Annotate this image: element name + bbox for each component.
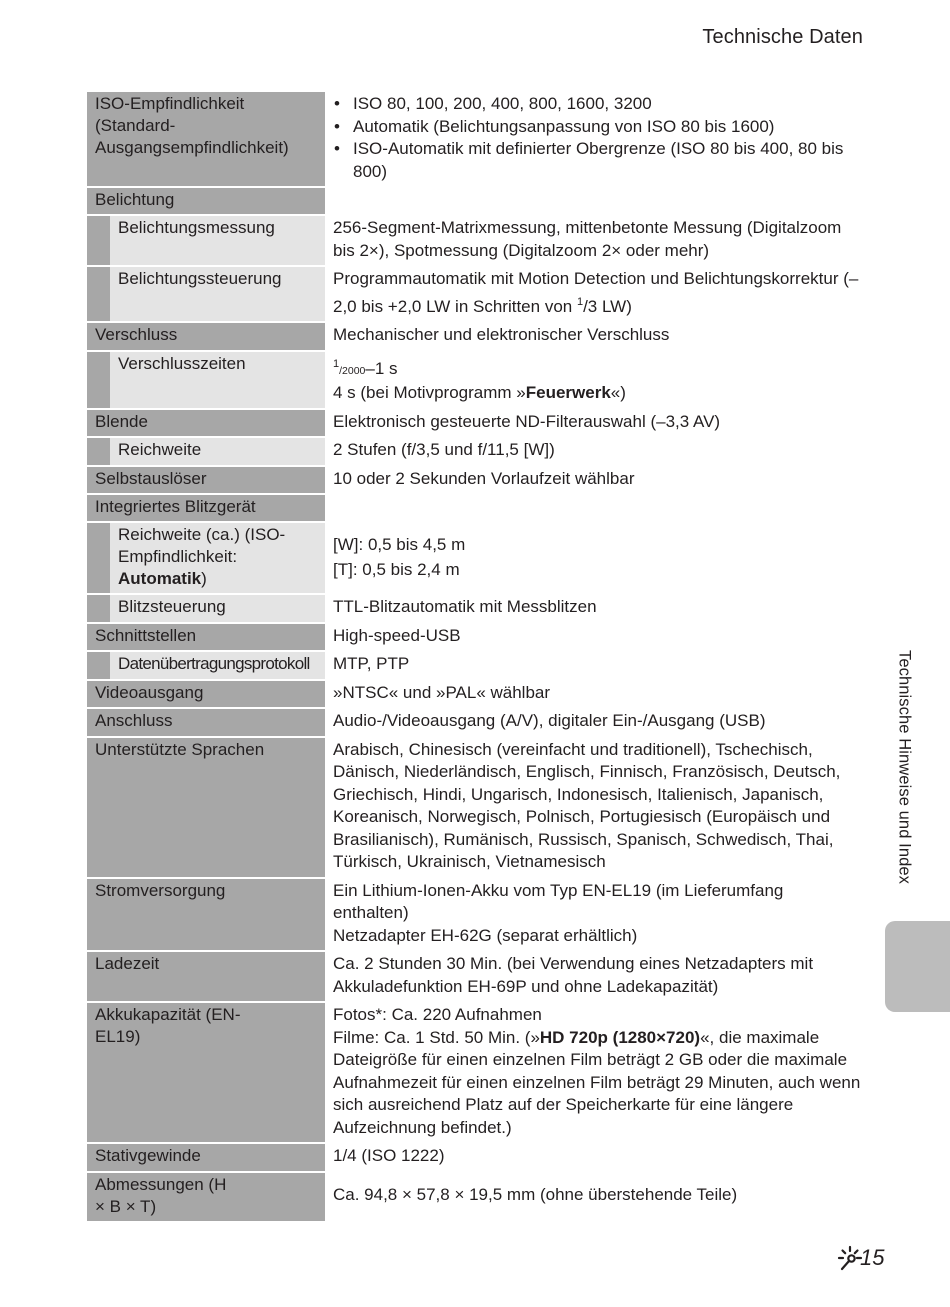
value-line: [W]: 0,5 bis 4,5 m [333,535,466,554]
spec-value [325,495,863,521]
spec-value: »NTSC« und »PAL« wählbar [325,681,863,708]
spec-label: Unterstützte Sprachen [95,739,265,759]
spec-label: Selbstauslöser [95,468,207,488]
spec-row-akkukapazitaet [87,1003,863,1144]
value-text: LW) [597,296,632,316]
spec-value: Elektronisch gesteuerte ND-Filterauswahl (–3,3 AV) [325,410,863,437]
spec-row-anschluss [87,709,863,738]
spec-value: Mechanischer und elektronischer Verschluss [325,323,863,350]
spec-value: High-speed-USB [325,624,863,651]
spec-value [325,352,863,408]
spec-label-cell [87,410,325,437]
spec-sublabel-cell [87,438,325,465]
list-item: • ISO 80, 100, 200, 400, 800, 1600, 3200 [353,93,863,116]
spec-label: Belichtungssteuerung [110,267,325,321]
spec-label-cell [87,467,325,494]
spec-row-blitzsteuerung [87,595,863,624]
spec-label: Akkukapazität (EN-EL19) [95,1005,241,1046]
value-line [333,1027,863,1140]
spec-row-belichtung [87,188,863,216]
spec-row-ladezeit [87,952,863,1003]
spec-label: ISO-Empfindlichkeit (Standard-Ausgangsempfindlichkeit) [95,94,289,157]
spec-label-cell [87,879,325,951]
spec-label-cell [87,188,325,214]
spec-label-cell [87,738,325,877]
spec-row-verschluss [87,323,863,352]
spec-label-cell [87,92,325,186]
spec-label: Belichtungsmessung [110,216,325,265]
spec-label: Verschlusszeiten [110,352,325,408]
spec-value [325,879,863,951]
spec-value: Ca. 2 Stunden 30 Min. (bei Verwendung eines Netzadapters mit Akkuladefunktion EH-69P und ohne Ladekapazität) [325,952,863,1001]
spec-sublabel-cell [87,523,325,593]
value-text: Filme: Ca. 1 Std. 50 Min. (» [333,1027,540,1047]
spec-label: Reichweite [110,438,325,465]
value-line: Ein Lithium-Ionen-Akku vom Typ EN-EL19 (im Lieferumfang enthalten) [333,880,784,922]
spec-row-belichtungssteuerung [87,267,863,323]
spec-label: Abmessungen (H × B × T) [95,1174,227,1216]
spec-label: Schnittstellen [95,625,197,645]
spec-value: 1/4 (ISO 1222) [325,1144,863,1171]
spec-label: Ladezeit [95,954,160,973]
section-side-label: Technische Hinweise und Index [895,650,914,885]
spec-label-cell [87,1003,325,1142]
spec-value: MTP, PTP [325,652,863,679]
value-line [333,382,863,405]
spec-sublabel-cell [87,595,325,622]
spec-label: Belichtung [95,190,175,209]
spec-label-cell [87,681,325,708]
spec-row-protokoll [87,652,863,681]
spec-value [325,523,863,593]
spec-label [110,523,325,593]
spec-label: Blende [95,411,148,431]
label-bold-text: Automatik [118,569,202,588]
spec-row-belichtungsmessung [87,216,863,267]
movie-option-name: HD 720p (1280×720) [539,1027,701,1047]
value-text: «, die maximale Dateigröße für einen einzelnen Film beträgt 2 GB oder die maximale Aufnahmezeit für einen einzelnen Film beträgt 29 Minuten, auch wenn sich ausreichend Platz auf der Speicherkarte für eine längere Aufzeichnung befindet.) [333,1027,861,1137]
page-number-text: 15 [860,1245,885,1270]
spec-row-abmessungen [87,1173,863,1223]
spec-label-cell [87,624,325,651]
label-text: Reichweite (ca.) (ISO-Empfindlichkeit: [118,525,286,566]
fraction-denominator: /2000 [339,364,366,377]
spec-value: Audio-/Videoausgang (A/V), digitaler Ein-/Ausgang (USB) [325,709,863,736]
fraction-denominator: /3 [583,296,598,316]
spec-label-cell [87,1173,325,1221]
fraction-numerator: 1 [576,295,584,308]
spec-row-selbstausloeser [87,467,863,496]
spec-row-verschlusszeiten [87,352,863,410]
spec-label-cell [87,323,325,350]
spec-value [325,267,863,321]
spec-value [325,92,863,186]
spec-value: 2 Stufen (f/3,5 und f/11,5 [W]) [325,438,863,465]
spec-sublabel-cell [87,267,325,321]
spec-label-cell [87,495,325,521]
spec-value: 256-Segment-Matrixmessung, mittenbetonte Messung (Digitalzoom bis 2×), Spotmessung (Digitalzoom 2× oder mehr) [325,216,863,265]
section-tab [885,921,950,1012]
value-text: «) [610,383,626,402]
spec-value: 10 oder 2 Sekunden Vorlaufzeit wählbar [325,467,863,494]
spec-row-stativgewinde [87,1144,863,1173]
spec-label: Stromversorgung [95,880,226,900]
spec-sublabel-cell [87,652,325,679]
value-text: –1 s [365,358,398,378]
spec-row-blende [87,410,863,439]
value-line: [T]: 0,5 bis 2,4 m [333,560,460,579]
spec-row-iso [87,92,863,188]
value-text: 4 s (bei Motivprogramm » [333,383,526,402]
list-item: • Automatik (Belichtungsanpassung von ISO 80 bis 1600) [353,116,863,139]
spec-label: Datenübertragungsprotokoll [110,652,325,679]
mode-name: Feuerwerk [525,383,611,402]
spec-row-sprachen [87,738,863,879]
spec-row-blitz-reichweite [87,523,863,595]
iso-values-list [333,93,863,183]
label-text: ) [201,569,207,588]
spec-value [325,188,863,214]
spec-sublabel-cell [87,216,325,265]
spec-label-cell [87,1144,325,1171]
fraction-numerator: 1 [333,357,340,370]
spec-value [325,1003,863,1142]
spec-label: Anschluss [95,711,173,730]
spec-row-reichweite [87,438,863,467]
spec-row-videoausgang [87,681,863,710]
spec-label-cell [87,709,325,736]
list-item: • ISO-Automatik mit definierter Obergrenze (ISO 80 bis 400, 80 bis 800) [353,138,863,183]
value-line: Fotos*: Ca. 220 Aufnahmen [333,1005,542,1024]
page-header-title: Technische Daten [702,26,863,48]
spec-table [87,92,863,1223]
spec-sublabel-cell [87,352,325,408]
spec-row-blitzgeraet [87,495,863,523]
value-line [333,353,863,383]
value-line: Netzadapter EH-62G (separat erhältlich) [333,925,638,945]
spec-value: TTL-Blitzautomatik mit Messblitzen [325,595,863,622]
spec-value: Arabisch, Chinesisch (vereinfacht und traditionell), Tschechisch, Dänisch, Niederländisch, Englisch, Finnisch, Französisch, Deutsch, Griechisch, Hindi, Ungarisch, Indonesisch, Italienisch, Japanisch, Koreanisch, Norwegisch, Polnisch, Portugiesisch (Europäisch und Brasilianisch), Rumänisch, Russisch, Spanisch, Schwedisch, Thai, Türkisch, Ukrainisch, Vietnamesisch [325,738,863,877]
spec-label: Blitzsteuerung [110,595,325,622]
spec-label: Verschluss [95,325,178,344]
spec-label: Integriertes Blitzgerät [95,497,256,516]
spec-row-stromversorgung [87,879,863,953]
value-text: Programmautomatik mit Motion Detection und Belichtungskorrektur (–2,0 bis +2,0 LW in Schritten von [333,269,859,316]
spec-label: Videoausgang [95,682,204,702]
spec-row-schnittstellen [87,624,863,653]
spec-value: Ca. 94,8 × 57,8 × 19,5 mm (ohne überstehende Teile) [325,1173,863,1221]
spec-label-cell [87,952,325,1001]
spec-label: Stativgewinde [95,1146,201,1165]
page-number [836,1244,884,1272]
